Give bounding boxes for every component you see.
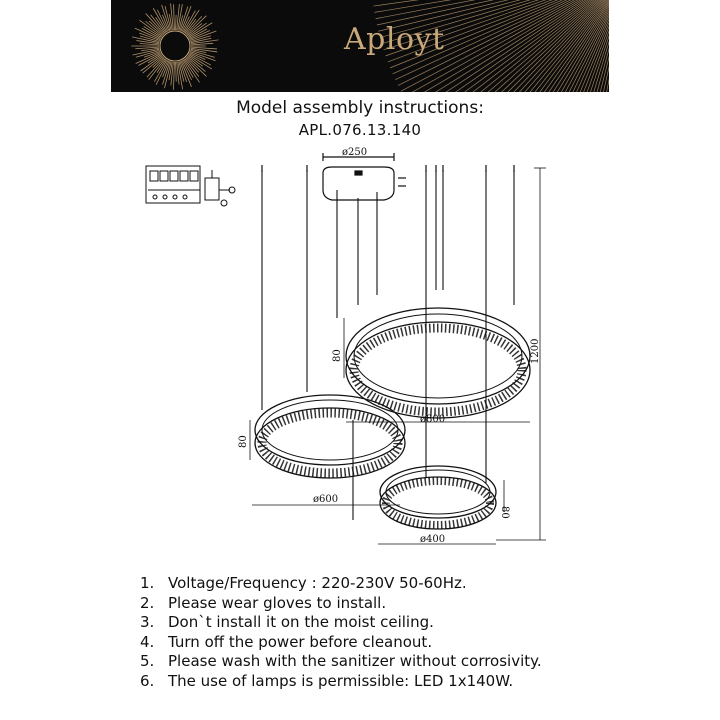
instruction-text: The use of lamps is permissible: LED 1x140W.	[168, 671, 514, 690]
instruction-number: 5.	[140, 652, 155, 671]
large-ring-diameter-label: ø800	[420, 414, 446, 425]
medium-ring-height-label: 80	[238, 435, 249, 448]
small-ring-diameter-label: ø400	[420, 534, 446, 545]
total-height-label: 1200	[530, 338, 541, 364]
small-ring-height-label: 80	[499, 506, 510, 519]
instruction-number: 3.	[140, 613, 155, 632]
wiring-diagram-icon	[146, 166, 235, 206]
instruction-item	[140, 574, 542, 594]
ceiling-canopy	[323, 153, 406, 200]
instruction-item	[140, 594, 542, 614]
instruction-item	[140, 652, 542, 672]
instruction-text: Turn off the power before cleanout.	[168, 632, 433, 651]
instruction-text: Please wear gloves to install.	[168, 593, 387, 612]
large-ring-height-label: 80	[332, 349, 343, 362]
instruction-number: 2.	[140, 593, 155, 612]
instruction-text: Please wash with the sanitizer without corrosivity.	[168, 652, 542, 671]
technical-drawing	[0, 140, 720, 565]
medium-ring-diameter-label: ø600	[313, 494, 339, 505]
instruction-text: Don`t install it on the moist ceiling.	[168, 613, 434, 632]
ring-medium	[255, 395, 405, 478]
instructions-list	[140, 574, 542, 692]
canopy-diameter-label: ø250	[342, 147, 368, 158]
suspension-cables	[262, 170, 514, 520]
brand-name: Aployt	[344, 22, 445, 57]
brand-banner	[111, 0, 609, 92]
title-heading: Model assembly instructions:	[236, 98, 484, 118]
instruction-text: Voltage/Frequency : 220-230V 50-60Hz.	[168, 574, 467, 592]
instruction-number: 1.	[140, 574, 155, 592]
instruction-item	[140, 672, 542, 692]
instruction-number: 4.	[140, 632, 155, 651]
ring-small	[380, 466, 496, 529]
page-title	[0, 97, 720, 141]
instruction-number: 6.	[140, 671, 155, 690]
model-number: APL.076.13.140	[298, 121, 422, 139]
instruction-item	[140, 633, 542, 653]
instruction-item	[140, 613, 542, 633]
